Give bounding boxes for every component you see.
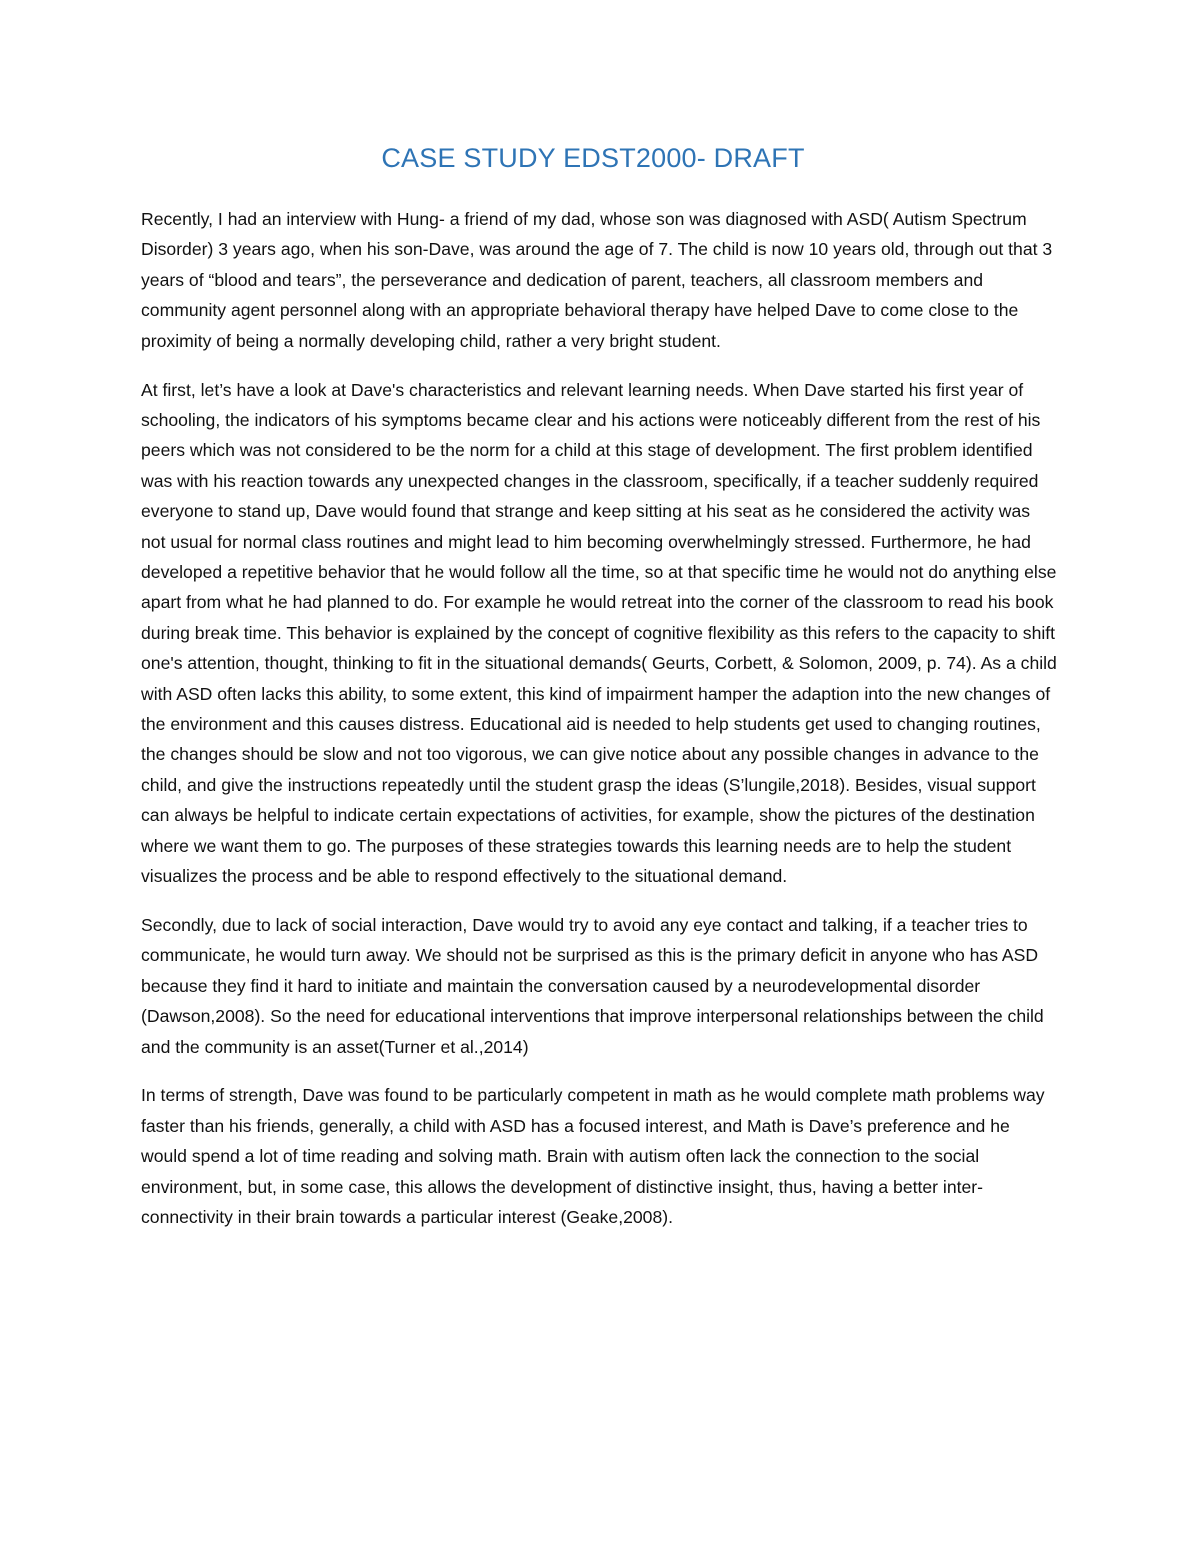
paragraph-introduction: Recently, I had an interview with Hung- a friend of my dad, whose son was diagnosed with ASD( Autism Spectrum Disorder) 3 years ago, when his son-Dave, was around the age of 7. The child is now 10 years old, through out that 3 years of “blood and tears”, the perseverance and dedication of parent, teachers, all classroom members and community agent personnel along with an appropriate behavioral therapy have helped Dave to come close to the proximity of being a normally developing child, rather a very bright student.	[141, 209, 1053, 351]
paragraph-social-interaction: Secondly, due to lack of social interaction, Dave would try to avoid any eye contact and talking, if a teacher tries to communicate, he would turn away. We should not be surprised as this is the primary deficit in anyone who has ASD because they find it hard to initiate and maintain the conversation caused by a neurodevelopmental disorder (Dawson,2008). So the need for educational interventions that improve interpersonal relationships between the child and the community is an asset(Turner et al.,2014)	[141, 914, 1044, 1057]
document-title: CASE STUDY EDST2000- DRAFT	[381, 143, 805, 173]
paragraph-strength: In terms of strength, Dave was found to be particularly competent in math as he would complete math problems way faster than his friends, generally, a child with ASD has a focused interest, and Math is Dave’s preference and he would spend a lot of time reading and solving math. Brain with autism often lack the connection to the social environment, but, in some case, this allows the development of distinctive insight, thus, having a better inter-connectivity in their brain towards a particular interest (Geake,2008).	[141, 1085, 1045, 1228]
document-body	[141, 204, 1057, 1251]
paragraph-characteristics: At first, let’s have a look at Dave's characteristics and relevant learning needs. When Dave started his first year of schooling, the indicators of his symptoms became clear and his actions were noticeably different from the rest of his peers which was not considered to be the norm for a child at this stage of development. The first problem identified was with his reaction towards any unexpected changes in the classroom, specifically, if a teacher suddenly required everyone to stand up, Dave would found that strange and keep sitting at his seat as he considered the activity was not usual for normal class routines and might lead to him becoming overwhelmingly stressed. Furthermore, he had developed a repetitive behavior that he would follow all the time, so at that specific time he would not do anything else apart from what he had planned to do. For example he would retreat into the corner of the classroom to read his book during break time. This behavior is explained by the concept of cognitive flexibility as this refers to the capacity to shift one's attention, thought, thinking to fit in the situational demands( Geurts, Corbett, & Solomon, 2009, p. 74). As a child with ASD often lacks this ability, to some extent, this kind of impairment hamper the adaption into the new changes of the environment and this causes distress. Educational aid is needed to help students get used to changing routines, the changes should be slow and not too vigorous, we can give notice about any possible changes in advance to the child, and give the instructions repeatedly until the student grasp the ideas (S’lungile,2018). Besides, visual support can always be helpful to indicate certain expectations of activities, for example, show the pictures of the destination where we want them to go. The purposes of these strategies towards this learning needs are to help the student visualizes the process and be able to respond effectively to the situational demand.	[141, 379, 1057, 887]
